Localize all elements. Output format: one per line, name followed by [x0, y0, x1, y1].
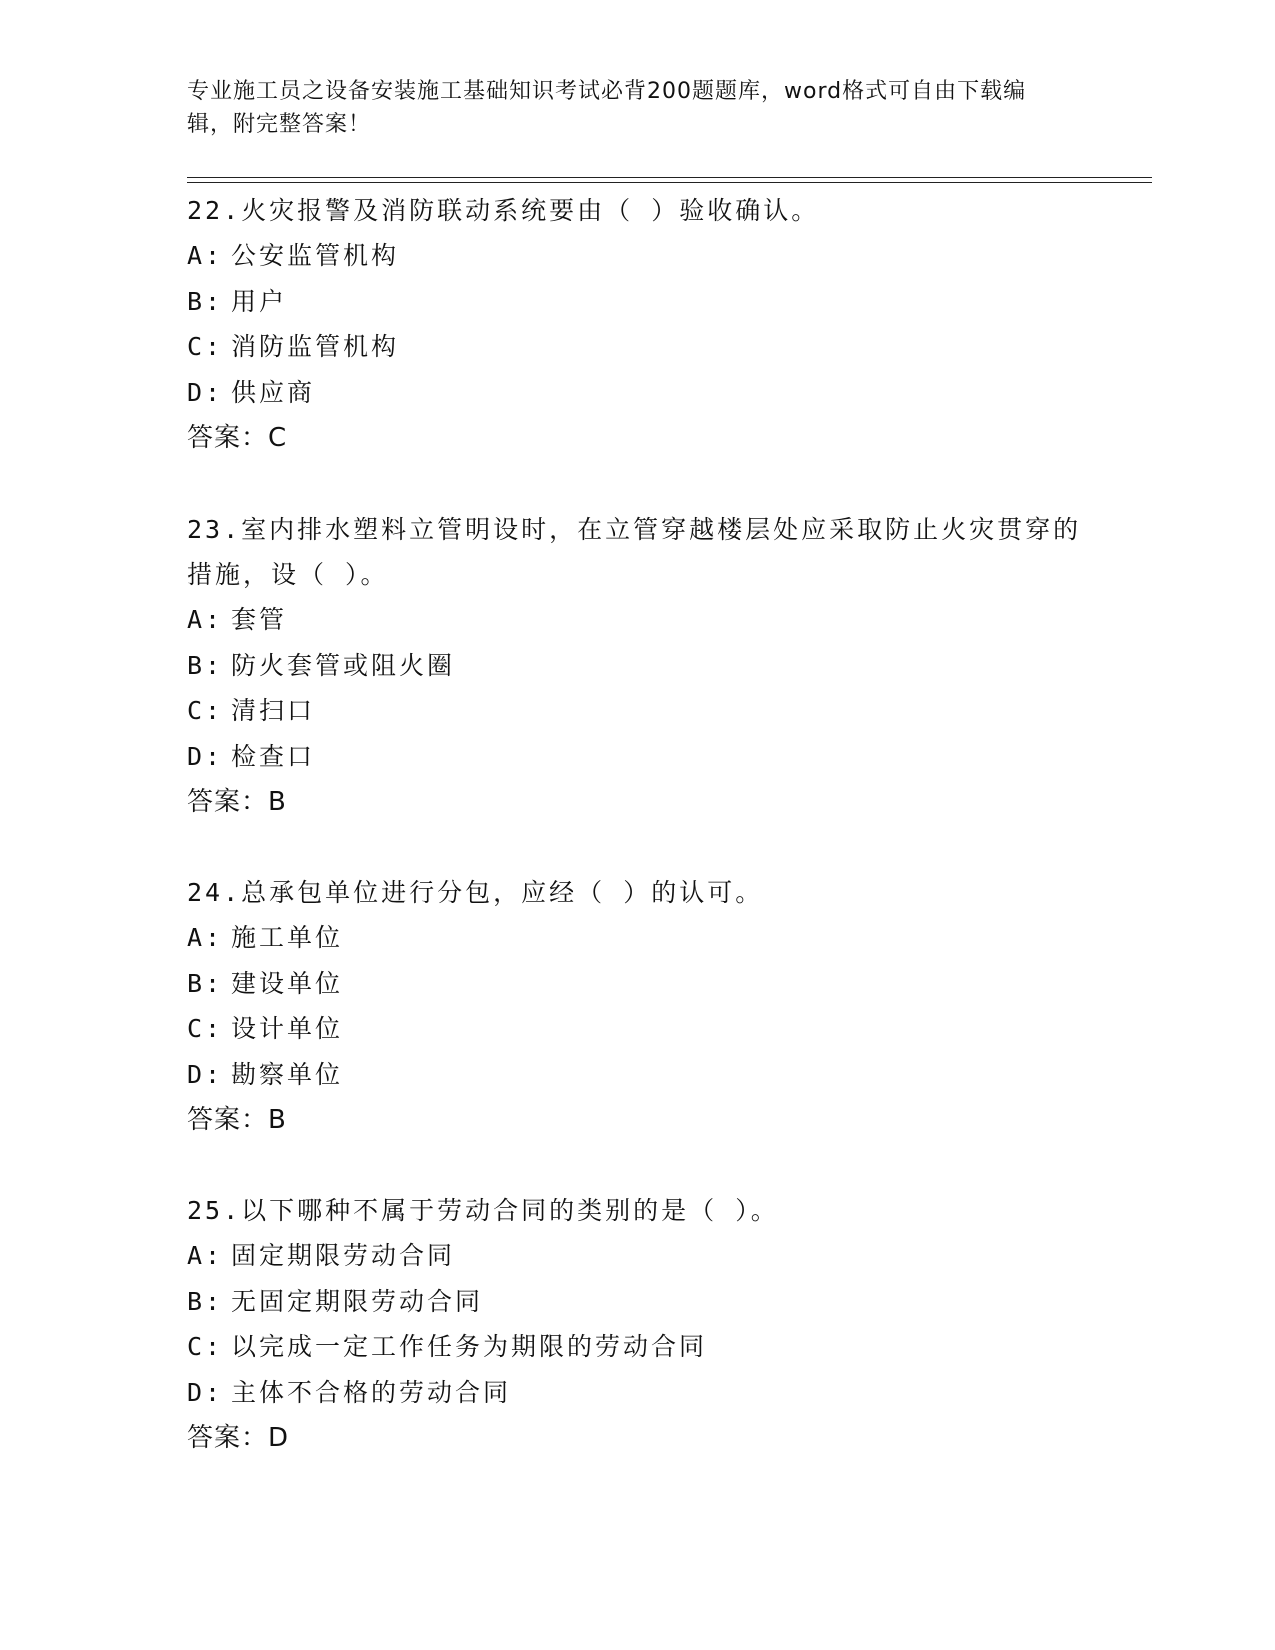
answer-line: 答案：B	[187, 1105, 287, 1135]
option-text: 固定期限劳动合同	[231, 1241, 456, 1270]
option-letter: B:	[187, 968, 224, 998]
option-letter: D:	[187, 377, 224, 407]
question-22	[187, 188, 1087, 461]
option-letter: D:	[187, 741, 224, 771]
option-a	[187, 1233, 1087, 1279]
document-header: 专业施工员之设备安装施工基础知识考试必背200题题库，word格式可自由下载编辑，附完整答案！	[187, 79, 1027, 137]
question-stem: 24.总承包单位进行分包，应经（ ）的认可。	[187, 878, 764, 907]
option-text: 防火套管或阻火圈	[231, 650, 456, 680]
option-letter: C:	[187, 332, 224, 361]
option-b	[187, 961, 1087, 1007]
option-text: 勘察单位	[231, 1059, 344, 1089]
option-letter: C:	[187, 696, 224, 725]
option-c	[187, 324, 1087, 370]
option-text: 以完成一定工作任务为期限的劳动合同	[231, 1332, 708, 1361]
option-letter: D:	[187, 1059, 224, 1089]
option-letter: A:	[187, 241, 224, 270]
answer-line: 答案：C	[187, 423, 288, 453]
option-letter: B:	[187, 286, 224, 316]
option-text: 套管	[231, 605, 288, 634]
option-text: 无固定期限劳动合同	[231, 1286, 484, 1316]
option-a	[187, 233, 1087, 279]
option-letter: A:	[187, 1241, 224, 1270]
option-a	[187, 597, 1087, 643]
option-b	[187, 279, 1087, 325]
answer-line: 答案：D	[187, 1423, 290, 1453]
option-d	[187, 1370, 1087, 1416]
option-letter: A:	[187, 605, 224, 634]
question-stem: 22.火灾报警及消防联动系统要由（ ）验收确认。	[187, 196, 820, 225]
option-text: 消防监管机构	[231, 332, 400, 361]
question-stem: 23.室内排水塑料立管明设时，在立管穿越楼层处应采取防止火灾贯穿的措施，设（ ）。	[187, 515, 1082, 589]
option-b	[187, 1279, 1087, 1325]
option-text: 建设单位	[231, 968, 344, 998]
option-a	[187, 915, 1087, 961]
header-divider-top	[187, 177, 1152, 178]
answer-line: 答案：B	[187, 787, 287, 817]
option-text: 清扫口	[231, 696, 316, 725]
header-divider-bottom	[187, 182, 1152, 183]
option-letter: D:	[187, 1377, 224, 1407]
option-letter: B:	[187, 1286, 224, 1316]
option-c	[187, 1324, 1087, 1370]
option-letter: A:	[187, 923, 224, 952]
option-text: 供应商	[231, 377, 316, 407]
option-text: 用户	[231, 286, 288, 316]
question-23	[187, 507, 1087, 825]
option-d	[187, 1052, 1087, 1098]
option-c	[187, 688, 1087, 734]
question-25	[187, 1188, 1087, 1461]
option-c	[187, 1006, 1087, 1052]
option-text: 公安监管机构	[231, 241, 400, 270]
option-text: 检查口	[231, 741, 316, 771]
question-stem: 25.以下哪种不属于劳动合同的类别的是（ ）。	[187, 1196, 779, 1225]
option-d	[187, 734, 1087, 780]
option-text: 施工单位	[231, 923, 344, 952]
option-letter: C:	[187, 1014, 224, 1043]
option-d	[187, 370, 1087, 416]
option-letter: B:	[187, 650, 224, 680]
option-letter: C:	[187, 1332, 224, 1361]
option-b	[187, 643, 1087, 689]
option-text: 主体不合格的劳动合同	[231, 1377, 512, 1407]
question-24	[187, 870, 1087, 1143]
option-text: 设计单位	[231, 1014, 344, 1043]
